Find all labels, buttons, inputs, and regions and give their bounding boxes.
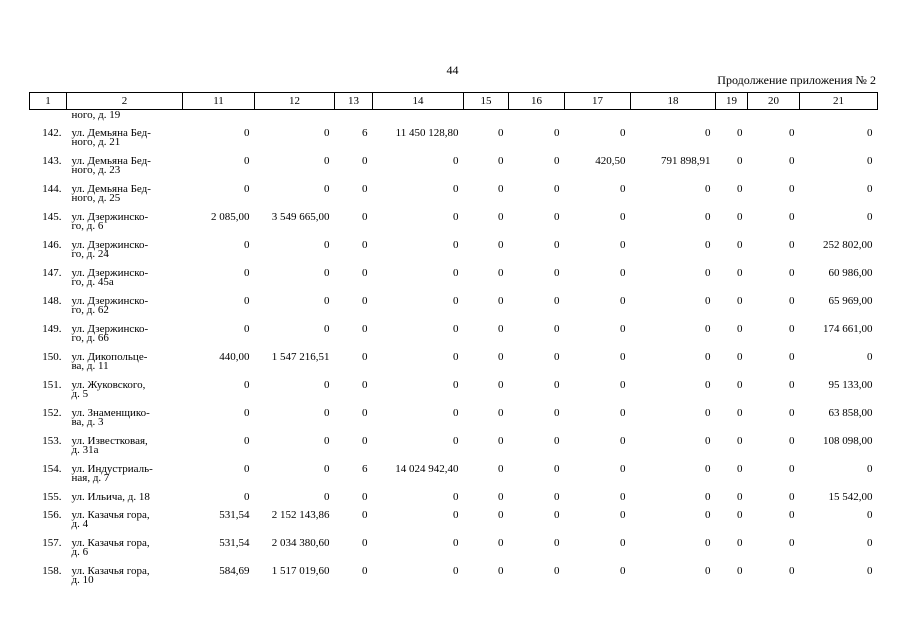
cell-col-20: 0	[789, 379, 795, 391]
cell-col-15: 0	[498, 379, 504, 391]
column-header-20: 20	[748, 93, 800, 110]
cell-col-19: 0	[737, 565, 743, 577]
cell-col-19: 0	[737, 183, 743, 195]
row-index: 146.	[42, 239, 62, 251]
cell-col-14: 0	[453, 155, 459, 167]
row-index: 154.	[42, 463, 62, 475]
row-index: 150.	[42, 351, 62, 363]
cell-col-12: 0	[324, 155, 330, 167]
cell-col-12: 2 152 143,86	[271, 509, 330, 521]
cell-col-18: 0	[705, 379, 711, 391]
cell-col-21: 95 133,00	[828, 379, 873, 391]
column-header-21: 21	[800, 93, 878, 110]
cell-col-11: 0	[244, 183, 250, 195]
cell-col-19: 0	[737, 267, 743, 279]
cell-col-18: 0	[705, 295, 711, 307]
cell-col-14: 11 450 128,80	[395, 127, 459, 139]
row-address: ул. Дзержинско- го, д. 6	[71, 211, 149, 232]
cell-col-17: 0	[620, 127, 626, 139]
row-index: 147.	[42, 267, 62, 279]
row-address: ул. Казачья гора, д. 6	[71, 537, 150, 558]
cell-col-13: 0	[362, 183, 368, 195]
cell-col-15: 0	[498, 211, 504, 223]
cell-col-18: 0	[705, 267, 711, 279]
cell-col-21: 60 986,00	[828, 267, 873, 279]
row-index: 155.	[42, 491, 62, 503]
cell-col-14: 0	[453, 565, 459, 577]
cell-col-17: 0	[620, 239, 626, 251]
cell-col-18: 791 898,91	[661, 155, 711, 167]
cell-col-11: 531,54	[219, 537, 250, 549]
cell-col-15: 0	[498, 323, 504, 335]
cell-col-19: 0	[737, 435, 743, 447]
cell-col-11: 0	[244, 267, 250, 279]
cell-col-19: 0	[737, 491, 743, 503]
cell-col-17: 420,50	[595, 155, 626, 167]
cell-col-15: 0	[498, 267, 504, 279]
cell-col-13: 0	[362, 211, 368, 223]
cell-col-18: 0	[705, 127, 711, 139]
cell-col-17: 0	[620, 565, 626, 577]
cell-col-20: 0	[789, 211, 795, 223]
table-body	[30, 110, 878, 596]
cell-col-15: 0	[498, 239, 504, 251]
continuation-label: Продолжение приложения № 2	[717, 73, 876, 87]
cell-col-12: 1 517 019,60	[271, 565, 330, 577]
cell-col-21: 0	[867, 565, 873, 577]
column-header-16: 16	[509, 93, 565, 110]
cell-col-16: 0	[554, 211, 560, 223]
row-index: 149.	[42, 323, 62, 335]
column-header-15: 15	[464, 93, 509, 110]
cell-col-20: 0	[789, 463, 795, 475]
row-index: 151.	[42, 379, 62, 391]
cell-col-19: 0	[737, 239, 743, 251]
cell-col-16: 0	[554, 351, 560, 363]
row-address: ул. Дзержинско- го, д. 45а	[71, 267, 149, 288]
row-address: ул. Дзержинско- го, д. 62	[71, 295, 149, 316]
row-index: 157.	[42, 537, 62, 549]
column-header-11: 11	[183, 93, 255, 110]
cell-col-11: 2 085,00	[211, 211, 250, 223]
cell-col-14: 0	[453, 537, 459, 549]
table-row	[30, 185, 878, 213]
cell-col-21: 0	[867, 127, 873, 139]
cell-col-14: 0	[453, 407, 459, 419]
row-address: ул. Ильича, д. 18	[71, 491, 150, 503]
table-row	[30, 409, 878, 437]
cell-col-21: 0	[867, 537, 873, 549]
cell-col-17: 0	[620, 295, 626, 307]
cell-col-17: 0	[620, 537, 626, 549]
row-address: ул. Знаменщико- ва, д. 3	[71, 407, 150, 428]
cell-col-15: 0	[498, 407, 504, 419]
cell-col-18: 0	[705, 435, 711, 447]
cell-col-13: 0	[362, 351, 368, 363]
cell-col-14: 0	[453, 491, 459, 503]
cell-col-15: 0	[498, 491, 504, 503]
cell-col-13: 0	[362, 407, 368, 419]
cell-col-19: 0	[737, 463, 743, 475]
cell-col-18: 0	[705, 351, 711, 363]
table-row	[30, 325, 878, 353]
cell-col-14: 0	[453, 351, 459, 363]
cell-col-15: 0	[498, 537, 504, 549]
cell-col-13: 0	[362, 537, 368, 549]
cell-col-20: 0	[789, 407, 795, 419]
cell-col-12: 0	[324, 183, 330, 195]
cell-col-12: 0	[324, 239, 330, 251]
column-header-17: 17	[565, 93, 631, 110]
cell-col-18: 0	[705, 211, 711, 223]
column-header-12: 12	[255, 93, 335, 110]
cell-col-13: 0	[362, 155, 368, 167]
row-address: ул. Индустриаль- ная, д. 7	[71, 463, 153, 484]
cell-col-11: 0	[244, 463, 250, 475]
cell-col-15: 0	[498, 295, 504, 307]
column-header-13: 13	[335, 93, 373, 110]
table-row	[30, 157, 878, 185]
cell-col-16: 0	[554, 155, 560, 167]
cell-col-19: 0	[737, 379, 743, 391]
cell-col-18: 0	[705, 565, 711, 577]
cell-col-14: 14 024 942,40	[395, 463, 459, 475]
row-index: 145.	[42, 211, 62, 223]
row-address: ул. Демьяна Бед- ного, д. 25	[71, 183, 151, 204]
cell-col-17: 0	[620, 379, 626, 391]
cell-col-15: 0	[498, 565, 504, 577]
cell-col-11: 0	[244, 379, 250, 391]
row-index: 156.	[42, 509, 62, 521]
cell-col-21: 0	[867, 211, 873, 223]
cell-col-12: 0	[324, 127, 330, 139]
cell-col-20: 0	[789, 491, 795, 503]
cell-col-16: 0	[554, 239, 560, 251]
cell-col-21: 0	[867, 509, 873, 521]
cell-col-11: 440,00	[219, 351, 250, 363]
cell-col-20: 0	[789, 155, 795, 167]
cell-col-11: 0	[244, 407, 250, 419]
cell-col-14: 0	[453, 211, 459, 223]
cell-col-11: 0	[244, 127, 250, 139]
cell-col-16: 0	[554, 323, 560, 335]
row-index: 158.	[42, 565, 62, 577]
cell-col-15: 0	[498, 155, 504, 167]
cell-col-21: 0	[867, 183, 873, 195]
cell-col-14: 0	[453, 267, 459, 279]
table-row	[30, 567, 878, 595]
cell-col-20: 0	[789, 183, 795, 195]
cell-col-18: 0	[705, 183, 711, 195]
cell-col-12: 0	[324, 295, 330, 307]
cell-col-15: 0	[498, 183, 504, 195]
appendix-table	[29, 92, 878, 595]
cell-col-12: 0	[324, 323, 330, 335]
cell-col-20: 0	[789, 351, 795, 363]
cell-col-17: 0	[620, 267, 626, 279]
cell-col-13: 0	[362, 239, 368, 251]
cell-col-16: 0	[554, 463, 560, 475]
row-index: 153.	[42, 435, 62, 447]
cell-col-12: 0	[324, 407, 330, 419]
row-index: 142.	[42, 127, 62, 139]
cell-col-19: 0	[737, 509, 743, 521]
row-index: 143.	[42, 155, 62, 167]
cell-col-19: 0	[737, 537, 743, 549]
cell-col-14: 0	[453, 509, 459, 521]
cell-col-13: 0	[362, 491, 368, 503]
cell-col-15: 0	[498, 435, 504, 447]
cell-col-21: 0	[867, 155, 873, 167]
cell-col-16: 0	[554, 565, 560, 577]
cell-col-17: 0	[620, 435, 626, 447]
cell-col-17: 0	[620, 491, 626, 503]
cell-col-18: 0	[705, 537, 711, 549]
cell-col-19: 0	[737, 351, 743, 363]
cell-col-16: 0	[554, 295, 560, 307]
cell-col-18: 0	[705, 463, 711, 475]
cell-col-14: 0	[453, 435, 459, 447]
row-index: 152.	[42, 407, 62, 419]
cell-col-19: 0	[737, 127, 743, 139]
row-address: ул. Дикопольце- ва, д. 11	[71, 351, 148, 372]
cell-col-19: 0	[737, 323, 743, 335]
table-row	[30, 437, 878, 465]
cell-col-20: 0	[789, 435, 795, 447]
cell-col-21: 252 802,00	[823, 239, 873, 251]
cell-col-12: 0	[324, 463, 330, 475]
row-address: ул. Известковая, д. 31а	[71, 435, 148, 456]
cell-col-21: 0	[867, 351, 873, 363]
cell-col-12: 2 034 380,60	[271, 537, 330, 549]
page-number: 44	[446, 63, 459, 77]
cell-col-11: 0	[244, 323, 250, 335]
cell-col-20: 0	[789, 239, 795, 251]
cell-col-21: 15 542,00	[828, 491, 873, 503]
cell-col-13: 0	[362, 435, 368, 447]
cell-col-17: 0	[620, 211, 626, 223]
cell-col-20: 0	[789, 127, 795, 139]
cell-col-16: 0	[554, 435, 560, 447]
table-row	[30, 129, 878, 157]
cell-col-13: 0	[362, 295, 368, 307]
column-header-18: 18	[631, 93, 716, 110]
cell-col-16: 0	[554, 537, 560, 549]
cell-col-11: 584,69	[219, 565, 250, 577]
cell-col-17: 0	[620, 323, 626, 335]
cell-col-11: 0	[244, 295, 250, 307]
cell-col-13: 0	[362, 565, 368, 577]
cell-col-13: 0	[362, 323, 368, 335]
cell-col-21: 63 858,00	[828, 407, 873, 419]
cell-col-13: 0	[362, 379, 368, 391]
cell-col-16: 0	[554, 127, 560, 139]
cell-col-20: 0	[789, 295, 795, 307]
cell-col-14: 0	[453, 183, 459, 195]
row-address: ного, д. 19	[71, 109, 121, 121]
table-row	[30, 241, 878, 269]
cell-col-20: 0	[789, 565, 795, 577]
cell-col-18: 0	[705, 323, 711, 335]
row-address: ул. Казачья гора, д. 10	[71, 565, 150, 586]
cell-col-19: 0	[737, 407, 743, 419]
cell-col-16: 0	[554, 183, 560, 195]
cell-col-11: 0	[244, 155, 250, 167]
table-row	[30, 353, 878, 381]
cell-col-12: 0	[324, 491, 330, 503]
cell-col-16: 0	[554, 509, 560, 521]
cell-col-16: 0	[554, 491, 560, 503]
cell-col-21: 174 661,00	[823, 323, 873, 335]
cell-col-14: 0	[453, 323, 459, 335]
cell-col-19: 0	[737, 295, 743, 307]
cell-col-18: 0	[705, 509, 711, 521]
cell-col-11: 0	[244, 239, 250, 251]
cell-col-20: 0	[789, 509, 795, 521]
cell-col-16: 0	[554, 407, 560, 419]
cell-col-13: 0	[362, 509, 368, 521]
row-address: ул. Демьяна Бед- ного, д. 21	[71, 127, 151, 148]
cell-col-15: 0	[498, 463, 504, 475]
cell-col-18: 0	[705, 239, 711, 251]
cell-col-21: 0	[867, 463, 873, 475]
table-row	[30, 269, 878, 297]
cell-col-18: 0	[705, 407, 711, 419]
table-row	[30, 465, 878, 493]
table-row	[30, 381, 878, 409]
row-address: ул. Демьяна Бед- ного, д. 23	[71, 155, 151, 176]
table-row	[30, 511, 878, 539]
row-address: ул. Жуковского, д. 5	[71, 379, 146, 400]
row-index: 144.	[42, 183, 62, 195]
cell-col-12: 3 549 665,00	[271, 211, 330, 223]
cell-col-14: 0	[453, 379, 459, 391]
cell-col-20: 0	[789, 537, 795, 549]
column-header-1: 1	[30, 93, 67, 110]
cell-col-11: 531,54	[219, 509, 250, 521]
cell-col-12: 0	[324, 435, 330, 447]
cell-col-14: 0	[453, 295, 459, 307]
header-row	[30, 93, 878, 110]
cell-col-17: 0	[620, 183, 626, 195]
cell-col-17: 0	[620, 351, 626, 363]
cell-col-12: 0	[324, 267, 330, 279]
cell-col-18: 0	[705, 491, 711, 503]
cell-col-20: 0	[789, 323, 795, 335]
row-address: ул. Дзержинско- го, д. 24	[71, 239, 149, 260]
table-row	[30, 539, 878, 567]
cell-col-21: 108 098,00	[823, 435, 873, 447]
column-header-14: 14	[373, 93, 464, 110]
cell-col-13: 6	[362, 127, 368, 139]
cell-col-14: 0	[453, 239, 459, 251]
cell-col-15: 0	[498, 351, 504, 363]
table-row	[30, 297, 878, 325]
cell-col-11: 0	[244, 435, 250, 447]
cell-col-19: 0	[737, 155, 743, 167]
row-address: ул. Казачья гора, д. 4	[71, 509, 150, 530]
cell-col-17: 0	[620, 463, 626, 475]
column-header-2: 2	[67, 93, 183, 110]
cell-col-17: 0	[620, 509, 626, 521]
row-address: ул. Дзержинско- го, д. 66	[71, 323, 149, 344]
cell-col-20: 0	[789, 267, 795, 279]
cell-col-15: 0	[498, 127, 504, 139]
cell-col-12: 1 547 216,51	[271, 351, 330, 363]
cell-col-21: 65 969,00	[828, 295, 873, 307]
cell-col-13: 0	[362, 267, 368, 279]
cell-col-12: 0	[324, 379, 330, 391]
cell-col-15: 0	[498, 509, 504, 521]
cell-col-17: 0	[620, 407, 626, 419]
row-index: 148.	[42, 295, 62, 307]
cell-col-13: 6	[362, 463, 368, 475]
cell-col-11: 0	[244, 491, 250, 503]
cell-col-19: 0	[737, 211, 743, 223]
column-header-19: 19	[716, 93, 748, 110]
cell-col-16: 0	[554, 267, 560, 279]
cell-col-16: 0	[554, 379, 560, 391]
table-row	[30, 213, 878, 241]
